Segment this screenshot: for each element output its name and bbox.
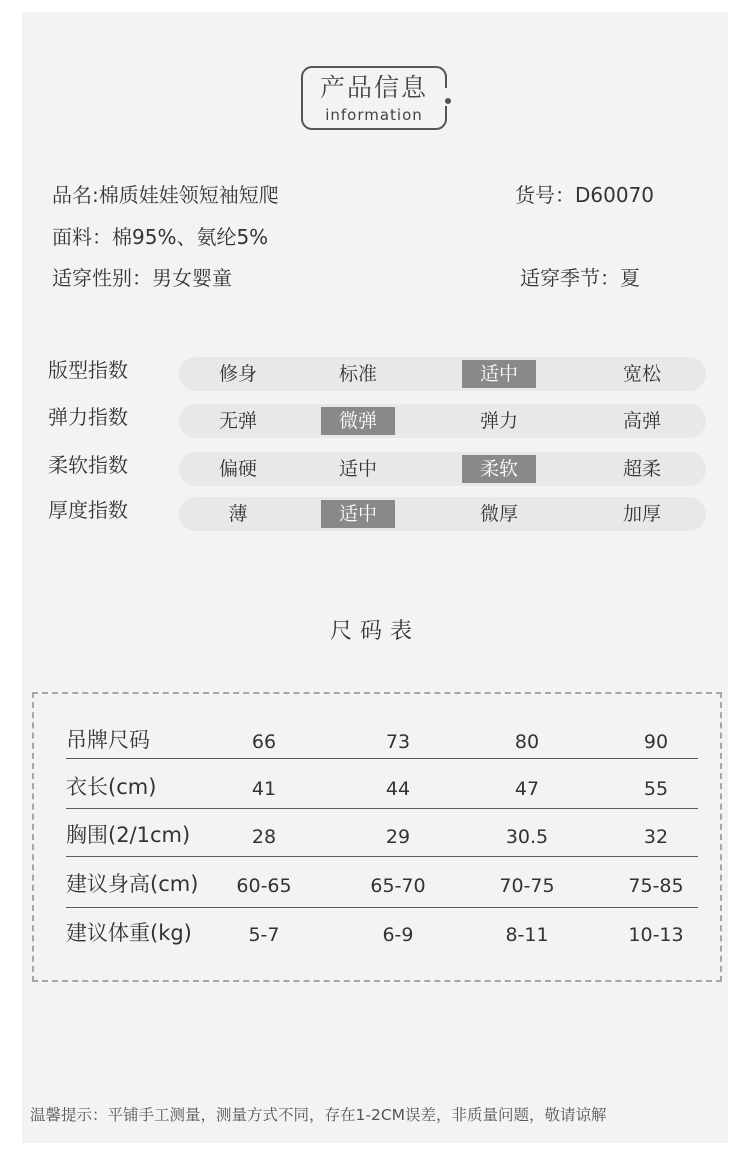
size-row-divider <box>66 808 698 809</box>
badge-dot-icon <box>445 98 451 104</box>
index-option: 宽松 <box>622 363 661 385</box>
size-cell: 29 <box>385 826 411 848</box>
size-cell: 41 <box>251 778 277 800</box>
size-cell: 10-13 <box>628 924 684 946</box>
index-option: 超柔 <box>622 458 661 480</box>
size-chart-title: 尺码表 <box>329 619 420 644</box>
size-cell: 80 <box>514 731 540 753</box>
size-cell: 66 <box>251 731 277 753</box>
size-cell: 5-7 <box>248 924 280 946</box>
index-option-selected: 适中 <box>462 360 536 388</box>
product-season: 适穿季节：夏 <box>520 266 640 290</box>
size-row-header: 建议体重(kg) <box>66 921 192 945</box>
size-cell: 65-70 <box>370 875 426 897</box>
size-cell: 8-11 <box>505 924 549 946</box>
size-cell: 73 <box>385 731 411 753</box>
index-label: 厚度指数 <box>48 498 128 522</box>
size-row-divider <box>66 758 698 759</box>
size-row-header: 建议身高(cm) <box>66 872 199 896</box>
index-option-selected: 适中 <box>321 500 395 528</box>
size-cell: 32 <box>643 826 669 848</box>
index-option: 加厚 <box>622 503 661 525</box>
product-item-no: 货号：D60070 <box>515 183 655 207</box>
product-name: 品名:棉质娃娃领短袖短爬 <box>52 183 279 207</box>
product-fabric: 面料：棉95%、氨纶5% <box>52 225 269 249</box>
page-title: 产品信息 <box>319 73 428 102</box>
size-cell: 47 <box>514 778 540 800</box>
size-row-header: 吊牌尺码 <box>66 728 150 752</box>
size-cell: 75-85 <box>628 875 684 897</box>
index-option: 标准 <box>338 363 377 385</box>
size-cell: 70-75 <box>499 875 555 897</box>
size-cell: 55 <box>643 778 669 800</box>
index-option: 偏硬 <box>218 458 257 480</box>
size-cell: 44 <box>385 778 411 800</box>
size-row-divider <box>66 856 698 857</box>
size-row-header: 衣长(cm) <box>66 775 157 799</box>
index-option-selected: 微弹 <box>321 407 395 435</box>
index-option: 弹力 <box>479 410 518 432</box>
index-option: 微厚 <box>479 503 518 525</box>
index-label: 弹力指数 <box>48 405 128 429</box>
size-cell: 28 <box>251 826 277 848</box>
header-badge <box>301 66 447 130</box>
index-option: 无弹 <box>218 410 257 432</box>
index-option: 薄 <box>228 503 248 525</box>
index-option: 修身 <box>218 363 257 385</box>
index-label: 柔软指数 <box>48 453 128 477</box>
size-cell: 90 <box>643 731 669 753</box>
index-option-selected: 柔软 <box>462 455 536 483</box>
product-gender: 适穿性别：男女婴童 <box>52 266 232 290</box>
index-label: 版型指数 <box>48 358 128 382</box>
index-option: 适中 <box>338 458 377 480</box>
page-subtitle: information <box>325 106 423 124</box>
size-row-header: 胸围(2/1cm) <box>66 823 191 847</box>
size-row-divider <box>66 907 698 908</box>
size-cell: 60-65 <box>236 875 292 897</box>
size-cell: 30.5 <box>505 826 549 848</box>
footnote: 温馨提示：平铺手工测量，测量方式不同，存在1-2CM误差，非质量问题，敬请谅解 <box>30 1106 607 1124</box>
index-option: 高弹 <box>622 410 661 432</box>
size-cell: 6-9 <box>382 924 414 946</box>
